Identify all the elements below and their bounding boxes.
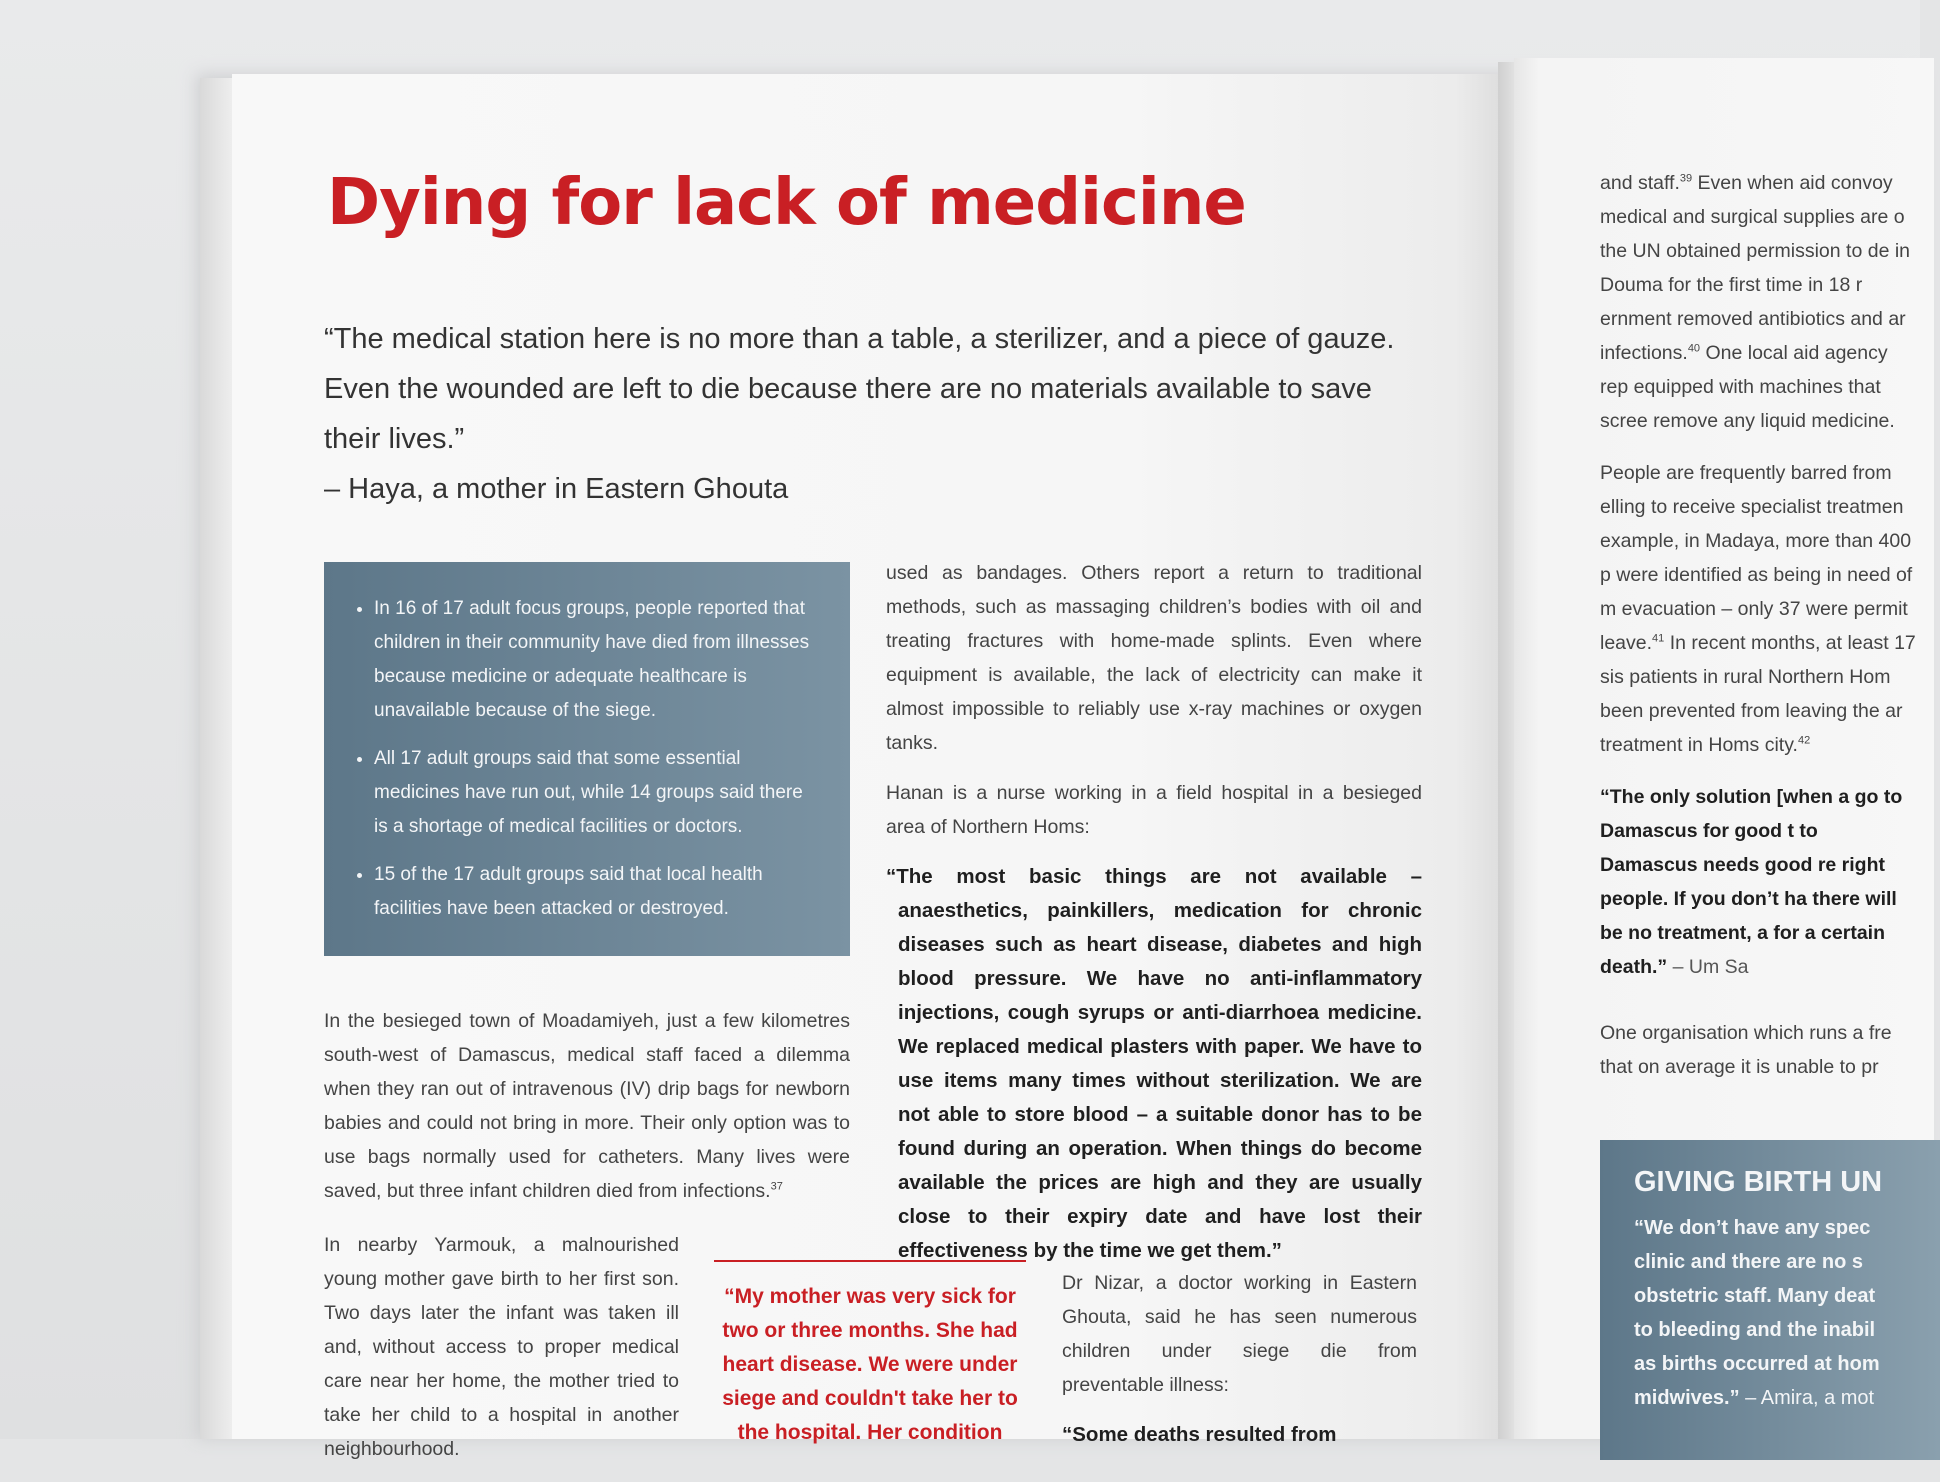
paragraph: used as bandages. Others report a return to traditional methods, such as massaging children’s bodies with oil and treating fractures with home-made splints. Even where equipment is available, the lack of electricity can make it almost impossible to reliably use x-ray machines or oxygen tanks. bbox=[886, 562, 1422, 754]
article-title: Dying for lack of medicine bbox=[327, 166, 1246, 240]
next-page-quote bbox=[1600, 780, 1920, 984]
box-line: obstetric staff. Many deat bbox=[1634, 1285, 1876, 1307]
page-stack-edge bbox=[200, 78, 236, 1439]
paragraph bbox=[324, 1004, 850, 1208]
quote-attribution: – Um Sa bbox=[1667, 956, 1749, 978]
paragraph-text: In the besieged town of Moadamiyeh, just a few kilometres south-west of Damascus, medical staff faced a dilemma when they ran out of intravenous (IV) drip bags for newborn babies and could not bring in more. Their only option was to use bags normally used for catheters. Many lives were saved, but three infant children died from infections. bbox=[324, 1010, 850, 1202]
text: One local aid agency rep equipped with machines that scree remove any liquid medicine. bbox=[1600, 342, 1895, 432]
box-title: GIVING BIRTH UN bbox=[1634, 1166, 1883, 1198]
text: Even when aid convoy medical and surgical supplies are o the UN obtained permission to de in Douma for the first time in 18 r ernment removed antibiotics and ar infections. bbox=[1600, 172, 1911, 364]
paragraph: In nearby Yarmouk, a malnourished young mother gave birth to her first son. Two days later the infant was taken ill and, without access to proper medical care near her home, the mother tried to take her child to a hospital in another neighbourhood. bbox=[324, 1234, 679, 1460]
paragraph bbox=[1600, 166, 1920, 438]
text: People are frequently barred from elling to receive specialist treatmen example, in Madaya, more than 400 p were identified as being in need of m evacuation – only 37 were permit leave. bbox=[1600, 462, 1913, 654]
right-page bbox=[1514, 58, 1934, 1439]
right-column-bottom bbox=[1062, 1266, 1417, 1468]
box-line: as births occurred at hom bbox=[1634, 1353, 1880, 1375]
lead-quote-text: “The medical station here is no more than a table, a sterilizer, and a piece of gauze. Even the wounded are left to die because there are no materials available to save their lives.” bbox=[324, 323, 1395, 455]
footnote-ref: 42 bbox=[1797, 734, 1811, 747]
lead-quote bbox=[324, 314, 1424, 514]
left-column-lower bbox=[324, 1004, 850, 1224]
box-line bbox=[1634, 1381, 1940, 1415]
footnote-ref: 41 bbox=[1652, 632, 1665, 645]
box-line: “We don’t have any spec bbox=[1634, 1217, 1871, 1239]
lead-quote-attribution: – Haya, a mother in Eastern Ghouta bbox=[324, 473, 789, 505]
left-column-bottom bbox=[324, 1228, 679, 1482]
next-page-column bbox=[1600, 166, 1920, 780]
key-findings-list bbox=[352, 592, 820, 926]
paragraph: Hanan is a nurse working in a field hospital in a besieged area of Northern Homs: bbox=[886, 782, 1422, 838]
text: In recent months, at least 17 sis patients in rural Northern Hom been prevented from leaving the ar treatment in Homs city. bbox=[1600, 632, 1916, 756]
next-page-paragraph bbox=[1600, 1016, 1920, 1102]
paragraph: One organisation which runs a fre that on average it is unable to pr bbox=[1600, 1022, 1892, 1078]
key-findings-box bbox=[324, 562, 850, 956]
text: and staff. bbox=[1600, 172, 1680, 194]
box-line-text: midwives.” bbox=[1634, 1387, 1740, 1409]
footnote-ref: 37 bbox=[770, 1180, 783, 1193]
quote-text: “The only solution [when a go to Damascus for good t to Damascus needs good re right people. If you don’t ha there will be no treatment, a for a certain death.” bbox=[1600, 786, 1903, 978]
nurse-quote: “The most basic things are not available – anaesthetics, painkillers, medication for chronic diseases such as heart disease, diabetes and high blood pressure. We have no anti-inflammatory injections, cough syrups or anti-diarrhoea medicine. We replaced medical plasters with paper. We have to use items many times without sterilization. We are not able to store blood – a suitable donor has to be found during an operation. When things do become available the prices are high and they are usually close to their expiry date and have lost their effectiveness by the time we get them.” bbox=[886, 865, 1422, 1262]
doctor-quote: “Some deaths resulted from bbox=[1062, 1423, 1337, 1446]
finding-item: • 15 of the 17 adult groups said that local health facilities have been attacked or destroyed. bbox=[374, 858, 820, 926]
middle-column bbox=[886, 556, 1422, 1284]
footnote-ref: 39 bbox=[1679, 172, 1693, 185]
paragraph bbox=[1600, 456, 1920, 762]
box-line: to bleeding and the inabil bbox=[1634, 1319, 1876, 1341]
footnote-ref: 40 bbox=[1687, 342, 1701, 355]
finding-item: • In 16 of 17 adult focus groups, people reported that children in their community have died from illnesses because medicine or adequate healthcare is unavailable because of the siege. bbox=[374, 592, 820, 728]
paragraph: Dr Nizar, a doctor working in Eastern Ghouta, said he has seen numerous children under siege die from preventable illness: bbox=[1062, 1272, 1417, 1396]
giving-birth-box bbox=[1600, 1140, 1940, 1460]
finding-item: • All 17 adult groups said that some essential medicines have run out, while 14 groups said there is a shortage of medical facilities or doctors. bbox=[374, 742, 820, 844]
pull-quote: “My mother was very sick for two or three months. She had heart disease. We were under siege and couldn't take her to the hospital. Her condition bbox=[714, 1260, 1026, 1450]
left-page bbox=[232, 74, 1506, 1460]
box-attribution: – Amira, a mot bbox=[1739, 1387, 1875, 1409]
box-line: clinic and there are no s bbox=[1634, 1251, 1863, 1273]
